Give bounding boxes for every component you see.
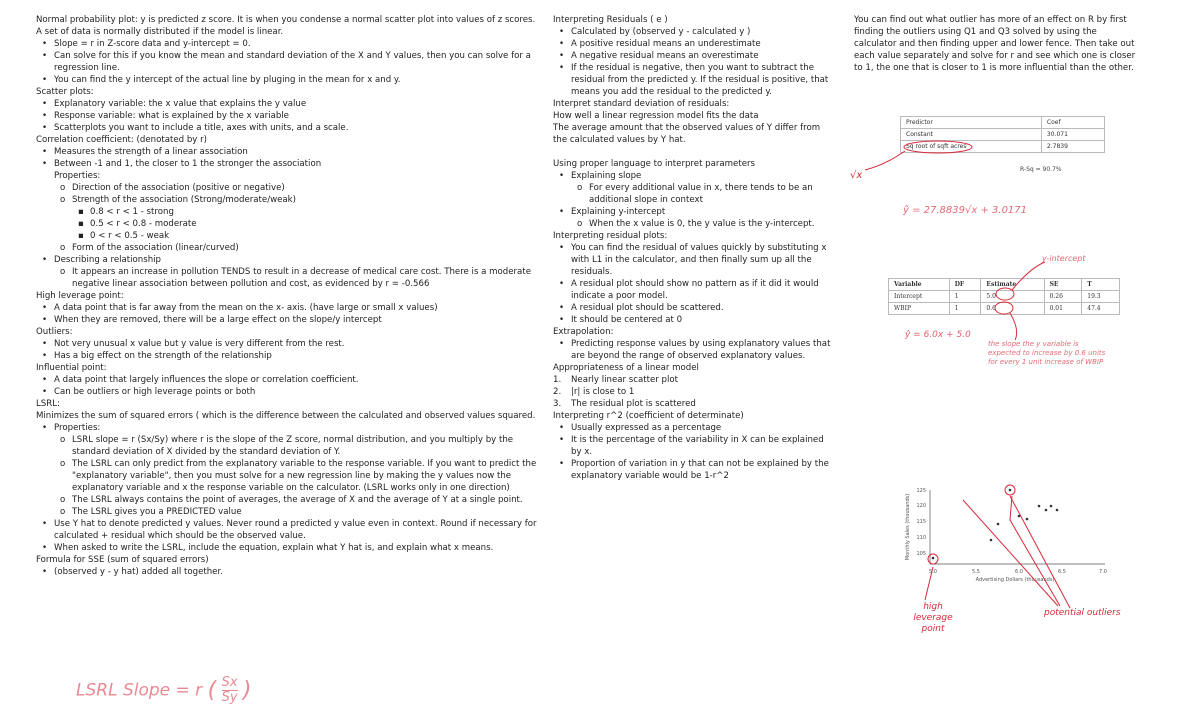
note-text: The residual plot is scattered — [571, 399, 696, 409]
table-header: T — [1082, 279, 1120, 291]
list-number: 2. — [553, 387, 562, 397]
note-text: Explaining slope — [571, 171, 642, 181]
note-text: Predicting response values by using explanatory values that are beyond the range of observed explanatory values. — [571, 339, 831, 361]
table-cell: 5.0 — [981, 291, 1044, 303]
note-text: Has a big effect on the strength of the relationship — [54, 351, 272, 361]
high-leverage-label: high leverage point — [913, 602, 953, 634]
note-text: Not very unusual x value but y value is very different from the rest. — [54, 339, 345, 349]
table-cell: WBIP — [889, 303, 950, 315]
note-text: A positive residual means an underestimate — [571, 39, 761, 49]
note-text: How well a linear regression model fits the data — [553, 111, 759, 121]
r-squared-label: R-Sq = 90.7% — [1020, 166, 1062, 173]
table-header: Estimate — [981, 279, 1044, 291]
table-cell: 1 — [949, 291, 981, 303]
note-text: Describing a relationship — [54, 255, 162, 265]
table-header: Coef — [1041, 117, 1104, 129]
note-text: A data point that largely influences the slope or correlation coefficient. — [54, 375, 359, 385]
note-text: 0.8 < r < 1 - strong — [90, 207, 174, 217]
note-text: LSRL: — [36, 399, 60, 409]
sqrt-x-handwriting: √x — [850, 170, 863, 181]
note-text: Explanatory variable: the x value that explains the y value — [54, 99, 307, 109]
y-tick-label: 105 — [916, 551, 926, 557]
note-text: It is the percentage of the variability in X can be explained by x. — [571, 435, 824, 457]
x-tick-label: 5.5 — [972, 569, 980, 575]
note-text: Proportion of variation in y that can not be explained by the explanatory variable would be 1-r^2 — [571, 459, 829, 481]
note-text: The LSRL always contains the point of averages, the average of X and the average of Y at a single point. — [72, 495, 523, 505]
note-text: Interpreting residual plots: — [553, 231, 668, 241]
slope-note-handwriting: the slope the y variable is expected to increase by 0.6 units for every 1 unit increase of WBIP — [988, 340, 1106, 366]
table-cell: 47.4 — [1082, 303, 1120, 315]
lsrl-slope-handwriting — [76, 676, 252, 705]
table-header: Predictor — [901, 117, 1042, 129]
note-text: Strength of the association (Strong/moderate/weak) — [72, 195, 297, 205]
ink-circle — [904, 141, 972, 153]
note-text: (observed y - y hat) added all together. — [54, 567, 223, 577]
note-text: Can solve for this if you know the mean and standard deviation of the X and Y values, then you can solve for a regression line. — [54, 51, 531, 73]
ink-circle — [995, 302, 1013, 314]
note-text: You can find the residual of values quickly by substituting x with L1 in the calculator, and then finally sum up all the residuals. — [571, 243, 827, 277]
ink-arrow — [1010, 496, 1060, 606]
ink-circle — [996, 288, 1014, 300]
note-text: Between -1 and 1, the closer to 1 the stronger the association — [54, 159, 322, 169]
ink-arrow — [1010, 313, 1017, 340]
note-text: Interpreting Residuals ( e ) — [553, 15, 668, 25]
x-tick-label: 6.0 — [1015, 569, 1023, 575]
ink-arrow — [1010, 496, 1070, 608]
note-text: Interpret standard deviation of residuals: — [553, 99, 730, 109]
note-text: A residual plot should be scattered. — [571, 303, 724, 313]
table-cell: 1 — [949, 303, 981, 315]
fraction-numerator: Sx — [221, 675, 238, 690]
note-text: When asked to write the LSRL, include the equation, explain what Y hat is, and explain what x means. — [54, 543, 494, 553]
list-number: 1. — [553, 375, 562, 385]
table-cell: 30.071 — [1041, 129, 1104, 141]
potential-outliers-label: potential outliers — [1044, 608, 1121, 618]
note-text: Interpreting r^2 (coefficient of determinate) — [553, 411, 744, 421]
table-cell: 0.01 — [1044, 303, 1082, 315]
table-cell: Intercept — [889, 291, 950, 303]
note-text: When they are removed, there will be a large effect on the slope/y intercept — [54, 315, 382, 325]
note-text: For every additional value in x, there tends to be an additional slope in context — [589, 183, 813, 205]
equation2-handwriting: ŷ = 6.0x + 5.0 — [905, 330, 971, 340]
x-axis-label: Advertising Dollars (thousands) — [975, 577, 1055, 582]
note-text: Nearly linear scatter plot — [571, 375, 678, 385]
ink-arrow — [1012, 262, 1045, 290]
note-text: Properties: — [54, 423, 101, 433]
table-header: DF — [949, 279, 981, 291]
note-text: A negative residual means an overestimate — [571, 51, 759, 61]
note-text: 0.5 < r < 0.8 - moderate — [90, 219, 197, 229]
note-text: Normal probability plot: y is predicted z score. It is when you condense a normal scatter plot into values of z scores. A set of data is normally distributed if the model is linear. — [36, 15, 536, 37]
note-text: The LSRL gives you a PREDICTED value — [72, 507, 242, 517]
note-text: A data point that is far away from the mean on the x- axis. (have large or small x values) — [54, 303, 438, 313]
note-text: Appropriateness of a linear model — [553, 363, 699, 373]
y-intercept-handwriting: y-intercept — [1042, 254, 1086, 263]
note-text: You can find the y intercept of the actual line by pluging in the mean for x and y. — [54, 75, 401, 85]
table-cell: 0.6 — [981, 303, 1044, 315]
note-text: Minimizes the sum of squared errors ( which is the difference between the calculated and observed values squared. — [36, 411, 536, 421]
note-text: Explaining y-intercept — [571, 207, 666, 217]
note-text: Usually expressed as a percentage — [571, 423, 722, 433]
fraction — [222, 676, 238, 705]
table-cell: Constant — [901, 129, 1042, 141]
ink-arrow — [865, 151, 905, 170]
table-cell: Sq root of sqft acres — [901, 141, 1042, 153]
note-text: Extrapolation: — [553, 327, 614, 337]
note-text: Scatterplots you want to include a title, axes with units, and a scale. — [54, 123, 349, 133]
table-cell: 2.7839 — [1041, 141, 1104, 153]
note-text: High leverage point: — [36, 291, 124, 301]
note-text: Direction of the association (positive or negative) — [72, 183, 285, 193]
note-text: Outliers: — [36, 327, 73, 337]
note-text: Measures the strength of a linear association — [54, 147, 248, 157]
note-text: If the residual is negative, then you want to subtract the residual from the predicted y. If the residual is positive, that means you add the residual to the predicted y. — [571, 63, 829, 97]
note-text: LSRL slope = r (Sx/Sy) where r is the slope of the Z score, normal distribution, and you multiply by the standard deviation of X divided by the standard deviation of Y. — [72, 435, 514, 457]
y-tick-label: 120 — [916, 503, 926, 509]
note-text: Can be outliers or high leverage points or both — [54, 387, 256, 397]
x-tick-label: 5.0 — [929, 569, 937, 575]
note-text: Correlation coefficient: (denotated by r) — [36, 135, 207, 145]
note-text: When the x value is 0, the y value is the y-intercept. — [589, 219, 815, 229]
note-text: A residual plot should show no pattern as if it did it would indicate a poor model. — [571, 279, 819, 301]
y-tick-label: 110 — [916, 535, 926, 541]
note-text: Properties: — [54, 171, 101, 181]
note-text: Response variable: what is explained by the x variable — [54, 111, 289, 121]
x-tick-label: 6.5 — [1058, 569, 1066, 575]
note-text: Form of the association (linear/curved) — [72, 243, 239, 253]
y-tick-label: 125 — [916, 488, 926, 494]
note-text: Calculated by (observed y - calculated y ) — [571, 27, 751, 37]
note-text: Influential point: — [36, 363, 107, 373]
table-cell: 19.3 — [1082, 291, 1120, 303]
paren-close: ) — [242, 678, 252, 703]
y-axis-label: Monthly Sales (thousands) — [905, 493, 911, 561]
table-header: SE — [1044, 279, 1082, 291]
note-text: The average amount that the observed values of Y differ from the calculated values by Y hat. — [553, 123, 821, 145]
table-cell: 0.26 — [1044, 291, 1082, 303]
equation1-handwriting: ŷ = 27.8839√x + 3.0171 — [903, 205, 1028, 216]
x-tick-label: 7.0 — [1099, 569, 1107, 575]
note-text: It should be centered at 0 — [571, 315, 683, 325]
note-text: 0 < r < 0.5 - weak — [90, 231, 170, 241]
handwritten-text: LSRL Slope = r — [76, 680, 203, 701]
table-header: Variable — [889, 279, 950, 291]
note-text: You can find out what outlier has more of an effect on R by first finding the outliers using Q1 and Q3 solved by using the calculator and then finding upper and lower fence. Then take out each value separately and solve for r and see which one is closer to 1, the one that is closer to 1 is more influential than the other. — [854, 15, 1136, 73]
note-text: It appears an increase in pollution TENDS to result in a decrease of medical care cost. There is a moderate negative linear association between pollution and cost, as evidenced by r = -0.566 — [72, 267, 531, 289]
note-text: Formula for SSE (sum of squared errors) — [36, 555, 209, 565]
y-tick-label: 115 — [916, 519, 926, 525]
note-text: |r| is close to 1 — [571, 387, 635, 397]
ink-arrow — [925, 567, 933, 600]
list-number: 3. — [553, 399, 562, 409]
note-text: Using proper language to interpret parameters — [553, 159, 756, 169]
paren-open: ( — [207, 678, 217, 703]
note-text: Use Y hat to denote predicted y values. Never round a predicted y value even in context. Round if necessary for calculated + residual which should be the observed value. — [54, 519, 537, 541]
note-text: Scatter plots: — [36, 87, 94, 97]
note-text: Slope = r in Z-score data and y-intercept = 0. — [54, 39, 251, 49]
note-text: The LSRL can only predict from the explanatory variable to the response variable. If you want to predict the "explanatory variable", then you must solve for a new regression line by making the y values now the explanatory variable and x the response variable on the calculator. (LSRL works only in one direction) — [72, 459, 537, 493]
fraction-denominator: Sy — [221, 690, 238, 705]
